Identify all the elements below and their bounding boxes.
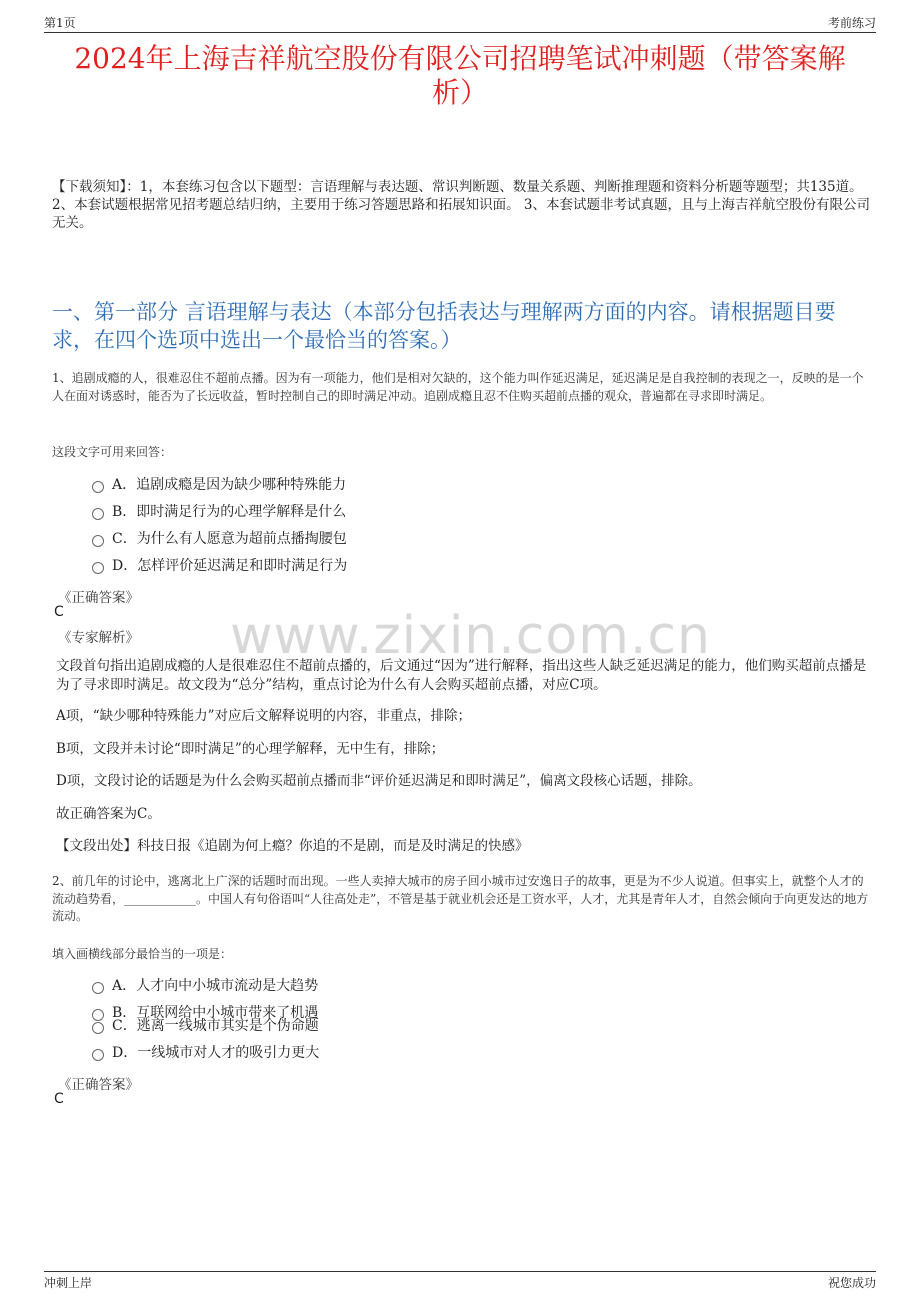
q2-option-d[interactable] (92, 1043, 319, 1063)
question-2-prompt: 填入画横线部分最恰当的一项是： (52, 947, 233, 961)
radio-icon[interactable] (92, 535, 104, 547)
radio-icon[interactable] (92, 562, 104, 574)
download-notice: 【下载须知】：1，本套练习包含以下题型：言语理解与表达题、常识判断题、数量关系题、判断推理题和资料分析题等题型；共135道。 2、本套试题根据常见招考题总结归纳，主要用于练习答题思路和拓展知识面。 3、本套试题非考试真题，且与上海吉祥航空股份有限公司无关。 (52, 179, 870, 231)
page-footer (44, 1271, 876, 1290)
q1-analysis-label: 《专家解析》 (58, 630, 139, 646)
radio-icon[interactable] (92, 982, 104, 994)
option-label: B．即时满足行为的心理学解释是什么 (112, 504, 347, 520)
q1-analysis-para: 故正确答案为C。 (56, 806, 161, 822)
page-title (50, 42, 870, 110)
q1-analysis-para: 文段首句指出追剧成瘾的人是很难忍住不超前点播的，后文通过“因为”进行解释，指出这些人缺乏延迟满足的能力，他们购买超前点播是为了寻求即时满足。故文段为“总分”结构，重点讨论为什么有人会购买超前点播，对应C项。 (56, 658, 867, 693)
question-1-prompt: 这段文字可用来回答： (52, 445, 173, 459)
q1-option-c[interactable] (92, 529, 347, 549)
question-1-text: 1、追剧成瘾的人，很难忍住不超前点播。因为有一项能力，他们是相对欠缺的，这个能力叫作延迟满足，延迟满足是自我控制的表现之一，反映的是一个人在面对诱惑时，能否为了长远收益，暂时控制自己的即时满足冲动。追剧成瘾且忍不住购买超前点播的观众，普遍都在寻求即时满足。 (52, 371, 864, 403)
q1-answer: C (54, 604, 64, 620)
q1-option-b[interactable] (92, 502, 346, 522)
q1-option-d[interactable] (92, 556, 347, 576)
page-header (44, 14, 876, 33)
title-line-1: 2024年上海吉祥航空股份有限公司招聘笔试冲刺题（带答案解 (74, 42, 846, 75)
q1-analysis-para: D项，文段讨论的话题是为什么会购买超前点播而非“评价延迟满足和即时满足”，偏离文段核心话题，排除。 (56, 773, 702, 789)
q1-source: 【文段出处】科技日报《追剧为何上瘾？你追的不是剧，而是及时满足的快感》 (56, 838, 529, 854)
option-label: A．人才向中小城市流动是大趋势 (112, 978, 319, 994)
q1-analysis-para: A项，“缺少哪种特殊能力”对应后文解释说明的内容，非重点，排除； (56, 708, 472, 724)
option-label: C．逃离一线城市其实是个伪命题 (112, 1018, 319, 1034)
footer-right: 祝您成功 (827, 1276, 876, 1290)
option-label: A．追剧成瘾是因为缺少哪种特殊能力 (112, 477, 347, 493)
option-label: B．互联网给中小城市带来了机遇 (112, 1005, 319, 1021)
footer-left: 冲刺上岸 (44, 1276, 93, 1290)
option-label: C．为什么有人愿意为超前点播掏腰包 (112, 531, 347, 547)
q2-answer: C (54, 1091, 64, 1107)
q1-answer-label: 《正确答案》 (58, 590, 139, 606)
watermark: www.zixin.com.cn (230, 606, 711, 666)
radio-icon[interactable] (92, 481, 104, 493)
radio-icon[interactable] (92, 508, 104, 520)
q2-answer-label: 《正确答案》 (58, 1077, 139, 1093)
option-label: D．一线城市对人才的吸引力更大 (112, 1045, 320, 1061)
question-2-text: 2、前几年的讨论中，逃离北上广深的话题时而出现。一些人卖掉大城市的房子回小城市过安逸日子的故事，更是为不少人说道。但事实上，就整个人才的流动趋势看，____________。中国人有句俗语叫“人往高处走”，不管是基于就业机会还是工资水平，人才，尤其是青年人才，自然会倾向于向更发达的地方流动。 (52, 874, 869, 923)
header-label: 考前练习 (827, 16, 876, 30)
q1-option-a[interactable] (92, 475, 346, 495)
q1-analysis-para: B项，文段并未讨论“即时满足”的心理学解释，无中生有，排除； (56, 741, 445, 757)
radio-icon[interactable] (92, 1022, 104, 1034)
option-label: D．怎样评价延迟满足和即时满足行为 (112, 558, 348, 574)
section-heading: 一、第一部分 言语理解与表达（本部分包括表达与理解两方面的内容。请根据题目要求，在四个选项中选出一个最恰当的答案。） (52, 300, 836, 352)
radio-icon[interactable] (92, 1049, 104, 1061)
page-number: 第1页 (44, 16, 76, 30)
q2-option-c[interactable] (92, 1016, 319, 1036)
title-line-2: 析） (431, 76, 488, 109)
q2-option-a[interactable] (92, 976, 318, 996)
